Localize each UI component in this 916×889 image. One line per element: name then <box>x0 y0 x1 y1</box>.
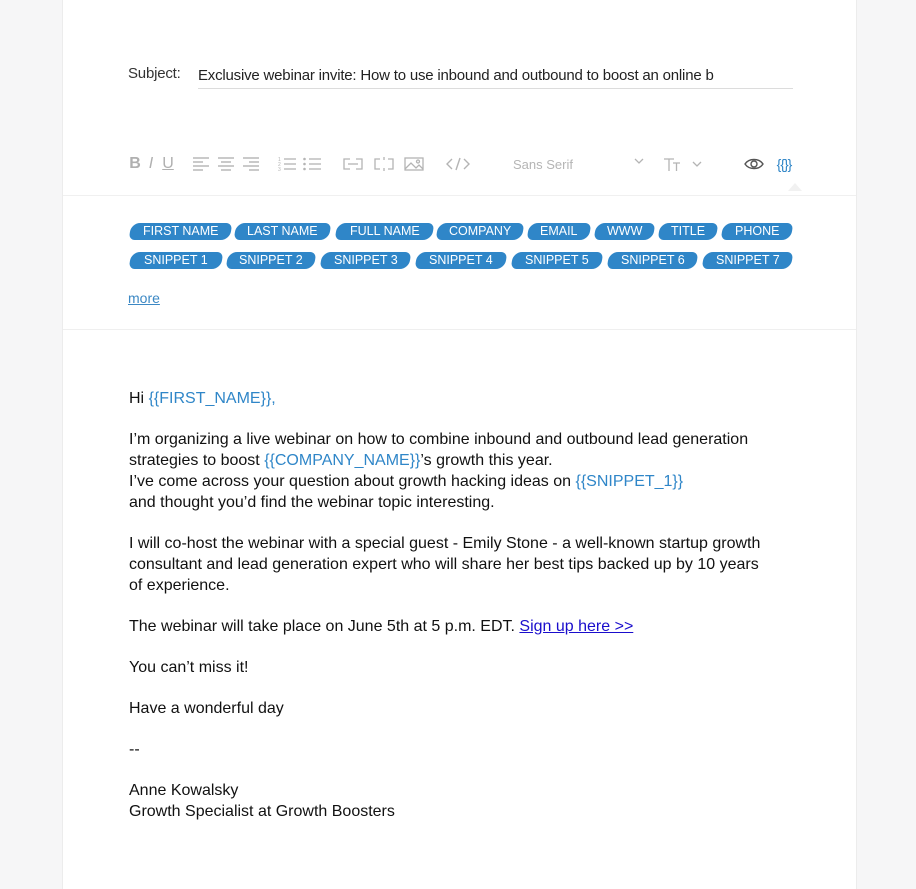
subject-input[interactable] <box>198 63 793 89</box>
cant-miss-paragraph: You can’t miss it! <box>129 659 249 676</box>
svg-text:3: 3 <box>278 167 281 172</box>
tag-snippet-7[interactable]: SNIPPET 7 <box>702 252 793 269</box>
more-tags-link[interactable]: more <box>128 290 160 306</box>
font-family-value: Sans Serif <box>513 156 573 172</box>
signature-separator: -- <box>129 741 140 758</box>
email-body-editor[interactable] <box>129 388 769 822</box>
tag-snippet-5[interactable]: SNIPPET 5 <box>511 252 603 269</box>
tag-title[interactable]: TITLE <box>658 223 718 240</box>
ordered-list-icon[interactable] <box>278 150 296 178</box>
closing-paragraph: Have a wonderful day <box>129 700 284 717</box>
tag-phone[interactable]: PHONE <box>721 223 793 240</box>
tag-first-name[interactable]: FIRST NAME <box>129 223 232 240</box>
align-left-icon[interactable] <box>192 150 210 178</box>
tag-www[interactable]: WWW <box>594 223 655 240</box>
tag-snippet-6[interactable]: SNIPPET 6 <box>607 252 698 269</box>
font-size-icon <box>663 156 683 172</box>
code-icon[interactable] <box>445 150 471 178</box>
svg-text:2: 2 <box>278 162 281 168</box>
cohost-paragraph: I will co-host the webinar with a special guest - Emily Stone - a well-known startup growth consultant and lead generation expert who will share her best tips backed up by 10 years of experience. <box>129 535 761 594</box>
font-size-select[interactable] <box>663 150 707 178</box>
editor-divider <box>63 329 856 330</box>
font-family-select[interactable] <box>513 150 653 178</box>
signature-name: Anne Kowalsky <box>129 782 239 799</box>
first-name-variable: {{FIRST_NAME}}, <box>148 390 276 407</box>
tag-snippet-2[interactable]: SNIPPET 2 <box>226 252 316 269</box>
bullet-list-icon[interactable] <box>303 150 321 178</box>
tag-full-name[interactable]: FULL NAME <box>335 223 434 240</box>
email-editor-card <box>62 0 857 889</box>
subject-row <box>128 63 793 89</box>
preview-eye-icon[interactable] <box>743 150 765 178</box>
signature-block <box>129 780 769 822</box>
align-right-icon[interactable] <box>242 150 260 178</box>
schedule-paragraph: The webinar will take place on June 5th at 5 p.m. EDT. Sign up here >> <box>129 618 634 635</box>
formatting-toolbar <box>128 150 798 178</box>
subject-label: Subject: <box>128 65 181 82</box>
tag-snippet-1[interactable]: SNIPPET 1 <box>129 252 223 269</box>
align-center-icon[interactable] <box>217 150 235 178</box>
toolbar-divider <box>63 195 856 196</box>
svg-text:1: 1 <box>278 157 281 163</box>
snippet-1-variable: {{SNIPPET_1}} <box>575 473 684 490</box>
tag-snippet-4[interactable]: SNIPPET 4 <box>415 252 507 269</box>
tag-email[interactable]: EMAIL <box>527 223 591 240</box>
variables-icon[interactable]: {{}} <box>776 156 792 172</box>
image-icon[interactable] <box>403 150 425 178</box>
tag-snippet-3[interactable]: SNIPPET 3 <box>320 252 411 269</box>
variables-popover-caret <box>788 183 802 191</box>
greeting-paragraph: Hi {{FIRST_NAME}}, <box>129 390 276 407</box>
chevron-down-icon <box>692 161 702 168</box>
company-name-variable: {{COMPANY_NAME}} <box>264 452 421 469</box>
underline-button[interactable]: U <box>162 155 174 172</box>
tag-company[interactable]: COMPANY <box>436 223 524 240</box>
bold-button[interactable]: B <box>129 155 141 172</box>
chevron-down-icon <box>634 158 644 165</box>
italic-button[interactable]: I <box>148 155 154 172</box>
tag-last-name[interactable]: LAST NAME <box>234 223 331 240</box>
intro-paragraph: I’m organizing a live webinar on how to combine inbound and outbound lead generation strategies to boost {{COMPANY_NAME}}’s growth this year. I’ve come across your question about growth hacking ideas on {{SNIPPET_1}} and thought you’d find the webinar topic interesting. <box>129 431 749 511</box>
unlink-icon[interactable] <box>373 150 395 178</box>
signature-title: Growth Specialist at Growth Boosters <box>129 803 395 820</box>
sign-up-link[interactable]: Sign up here >> <box>519 618 634 635</box>
link-icon[interactable] <box>342 150 364 178</box>
